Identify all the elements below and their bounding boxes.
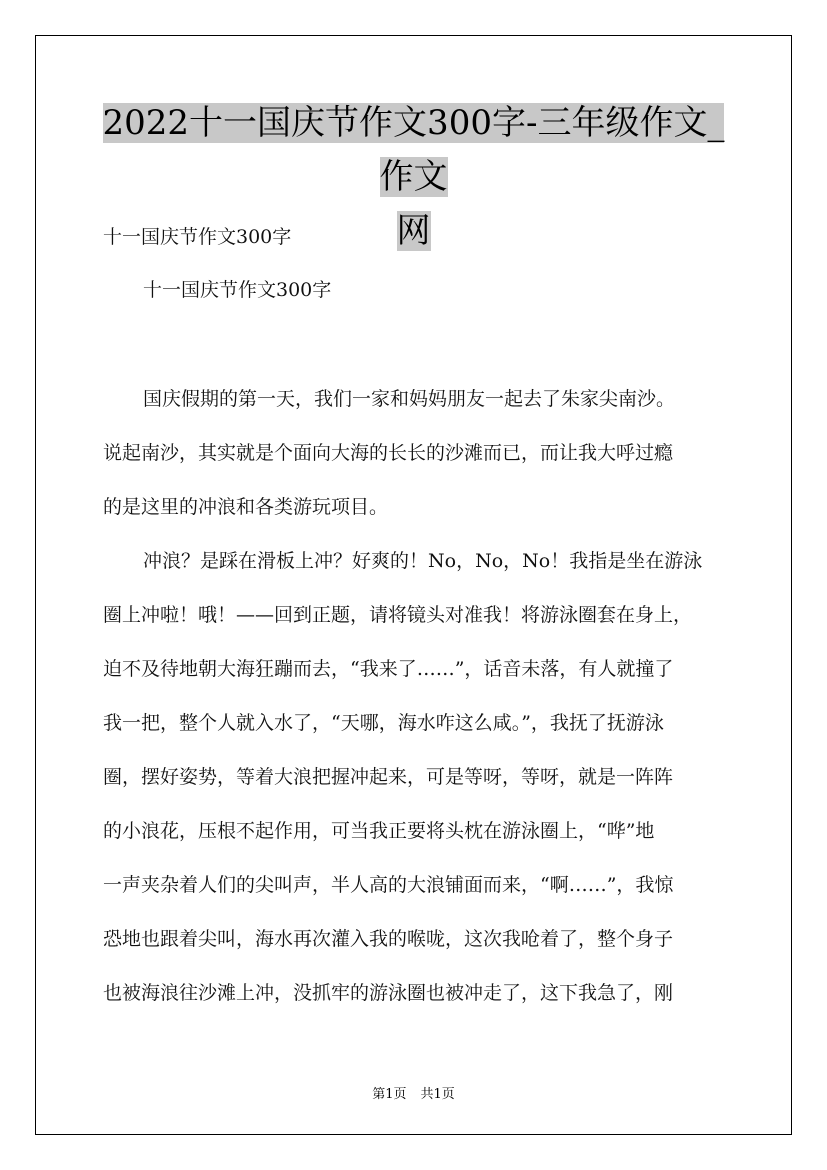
title-line-1: 2022十一国庆节作文300字-三年级作文_作文 (102, 103, 725, 197)
title-line-2: 网 (396, 211, 431, 251)
paragraph-line: 十一国庆节作文300字 (143, 279, 332, 301)
paragraph-line: 恐地也跟着尖叫，海水再次灌入我的喉咙，这次我呛着了，整个身子 (103, 928, 674, 950)
subtitle-line: 十一国庆节作文300字 (103, 226, 292, 248)
paragraph-line: 一声夹杂着人们的尖叫声，半人高的大浪铺面而来，“啊……”，我惊 (103, 874, 674, 896)
page-footer (0, 1083, 827, 1102)
paragraph-line: 的小浪花，压根不起作用，可当我正要将头枕在游泳圈上，“哗”地 (103, 820, 655, 842)
page-number: 第1页 (372, 1087, 407, 1102)
paragraph-line: 的是这里的冲浪和各类游玩项目。 (103, 496, 389, 518)
paragraph-line: 圈上冲啦！哦！——回到正题，请将镜头对准我！将游泳圈套在身上， (103, 604, 693, 626)
paragraph-line: 我一把，整个人就入水了，“天哪，海水咋这么咸。”，我抚了抚游泳 (103, 712, 664, 734)
paragraph-line: 国庆假期的第一天，我们一家和妈妈朋友一起去了朱家尖南沙。 (143, 388, 676, 410)
page-total: 共1页 (420, 1087, 455, 1102)
paragraph-line: 迫不及待地朝大海狂蹦而去，“我来了……”，话音未落，有人就撞了 (103, 658, 674, 680)
paragraph-line: 圈，摆好姿势，等着大浪把握冲起来，可是等呀，等呀，就是一阵阵 (103, 766, 674, 788)
paragraph-line: 也被海浪往沙滩上冲，没抓牢的游泳圈也被冲走了，这下我急了，刚 (103, 982, 674, 1004)
paragraph-line: 说起南沙，其实就是个面向大海的长长的沙滩而已，而让我大呼过瘾 (103, 442, 674, 464)
paragraph-line: 冲浪？是踩在滑板上冲？好爽的！No，No，No！我指是坐在游泳 (143, 550, 703, 572)
